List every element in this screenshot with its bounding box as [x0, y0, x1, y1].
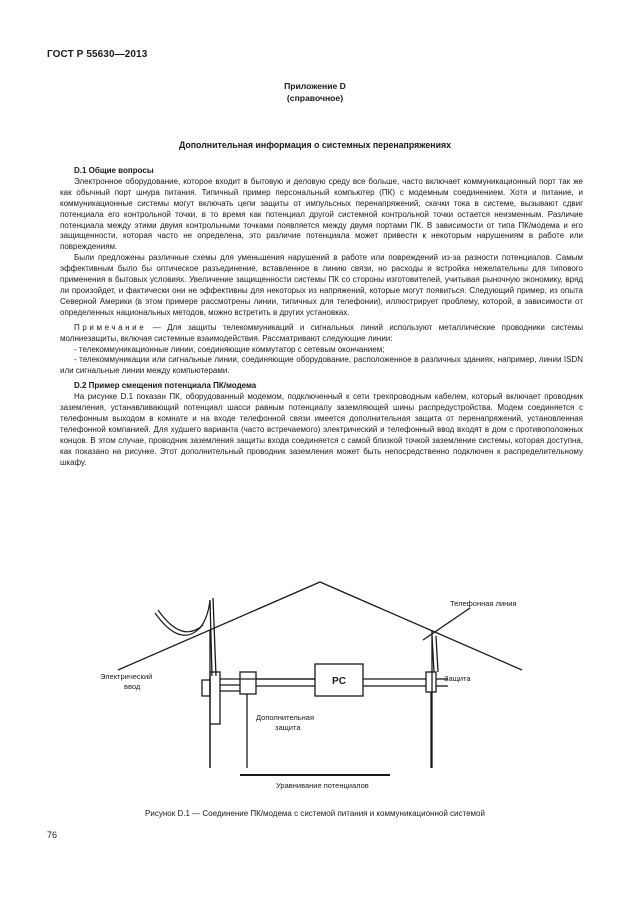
extra-protection-label-2: защита: [275, 723, 301, 732]
note-item-1: - телекоммуникационные линии, соединяющие коммутатор с сетевым окончанием;: [74, 344, 385, 354]
house-roof: [118, 582, 522, 670]
phone-line: [423, 608, 470, 640]
protection-label: Защита: [444, 674, 471, 683]
extra-protection-label-1: Дополнительная: [256, 713, 315, 722]
electric-input-box: [210, 672, 220, 724]
figure-diagram: [60, 568, 580, 798]
extra-protection-box: [240, 672, 256, 694]
appendix-title: Приложение D: [284, 81, 346, 91]
standard-code: ГОСТ Р 55630—2013: [47, 49, 148, 60]
appendix-subtitle: (справочное): [286, 93, 344, 103]
d1-heading: D.1 Общие вопросы: [74, 166, 154, 175]
phone-line-label: Телефонная линия: [450, 599, 517, 608]
figure-caption: Рисунок D.1 — Соединение ПК/модема с системой питания и коммуникационной системой: [145, 809, 485, 818]
pc-label: PC: [332, 676, 346, 687]
page-number: 76: [47, 830, 58, 840]
body-text: [60, 166, 583, 468]
d2-heading: D.2 Пример смещения потенциала ПК/модема: [74, 381, 257, 391]
electric-input-label-1: Электрический: [100, 672, 153, 681]
note-text: — Для защиты телекоммуникаций и сигнальных линий используют металлические проводники системы молниезащиты, включая системные взаимодействия. Рассматривают следующие линии:: [60, 322, 583, 343]
electric-input-label-2: ввод: [124, 682, 141, 691]
note-label: Примечание: [74, 322, 147, 332]
d1-paragraph-1: Электронное оборудование, которое входит в бытовую и деловую среду все больше, часто включает коммуникационный порт так же как обычный порт шнура питания. Типичный пример персональный компьютер (ПК) с модемным соединением. Хотя и питание, и коммуникационные системы могут включать цепи защиты от импульсных перенапряжений, скачки тока в системе, вызывают сдвиг потенциала его контрольной точки, в то время как потенциал другой системной контрольной точки остается неизменным. Различие потенциала между этими двумя контрольными точками появляется между двумя портами ПК. В зависимости от типа ПК/модема и его защищенности, которая часто не определена, это различие потенциала может привести к некоторым нарушениям в работе или повреждениям.: [60, 176, 583, 252]
d1-note: [60, 323, 583, 345]
figure-d1: [60, 568, 580, 798]
phone-protection-box: [426, 672, 436, 692]
note-item-2: - телекоммуникации или сигнальные линии, соединяющие оборудование, расположенное в различных зданиях, например, линии ISDN или сигнальные линии между компьютерами.: [60, 355, 583, 376]
section-title: Дополнительная информация о системных перенапряжениях: [178, 140, 452, 150]
equalization-label: Уравнивание потенциалов: [276, 781, 369, 790]
d2-paragraph-1: На рисунке D.1 показан ПК, оборудованный модемом, подключенный к сети трехпроводным кабелем, который включает проводник заземления, устанавливающий потенциал шасси равным потенциалу заземляющей шины распредустройства. Модем соединяется с телефонным выходом в комнате и на входе телефонной связи имеется дополнительная защита от перенапряжений, установленная телефонной компанией. Для худшего варианта (часто встречаемого) электрический и телефонный ввод входят в дом с противоположных концов. В этом случае, проводник заземления защиты входа соединяется с самой близкой точкой заземление системы, которая доступна, как показано на рисунке. Этот дополнительный проводник заземления может быть непосредственно подключен к распределительному шкафу.: [60, 392, 583, 467]
d1-paragraph-2: Были предложены различные схемы для уменьшения нарушений в работе или повреждений из-за разности потенциалов. Самым эффективным было бы оптическое разъединение, вставленное в линию связи, но расходы и встройка нежелательны для типового применения в бытовых условиях. Увеличение защищенности системы ПК со стороны изготовителей, учитывая рыночную экономику, вряд ли произойдет, и фактически они не эффективны для некоторых из напряжений, которые могут появиться. Следующий пример, из опыта Северной Америки (в этом примере рассмотрены линии, типичных для телефонии), иллюстрирует проблему, которой, в зависимости от определенных национальных методов, можно встретить в других установках.: [60, 253, 583, 317]
